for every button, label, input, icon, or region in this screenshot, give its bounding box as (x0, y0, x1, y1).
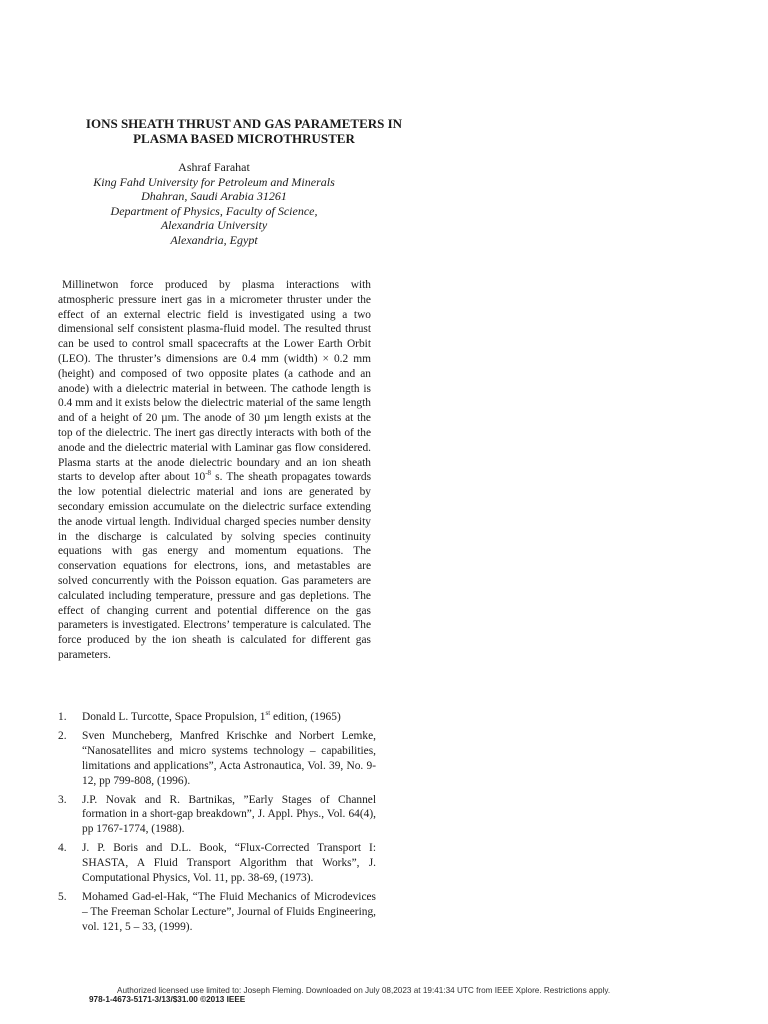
reference-text-tail: edition, (1965) (270, 711, 341, 723)
affiliation-line-3: Department of Physics, Faculty of Science, (110, 203, 318, 218)
reference-item (58, 729, 376, 789)
abstract-paragraph (58, 278, 371, 663)
affiliation-line-2: Dhahran, Saudi Arabia 31261 (141, 189, 287, 204)
isbn-footer: 978-1-4673-5171-3/13/$31.00 ©2013 IEEE (89, 995, 246, 1004)
affiliation-line-4: Alexandria University (160, 218, 268, 233)
affiliation-line-5: Alexandria, Egypt (170, 232, 258, 247)
reference-number: 1. (58, 711, 67, 723)
paper-title-line-1: IONS SHEATH THRUST AND GAS PARAMETERS IN (85, 116, 403, 131)
reference-number: 2. (58, 729, 67, 742)
paper-title (60, 116, 428, 146)
reference-number: 4. (58, 842, 67, 855)
reference-list (58, 710, 376, 939)
reference-text: Donald L. Turcotte, Space Propulsion, 1 (82, 711, 266, 723)
reference-text: Mohamed Gad-el-Hak, “The Fluid Mechanics of Microdevices – The Freeman Scholar Lecture”, Journal of Fluids Engineering, vol. 121, 5 – 33, (1999). (82, 890, 376, 933)
reference-number: 5. (58, 890, 67, 903)
affiliation-line-1: King Fahd University for Petroleum and Minerals (93, 174, 335, 189)
reference-item (58, 710, 376, 725)
reference-text: J. P. Boris and D.L. Book, “Flux-Corrected Transport I: SHASTA, A Fluid Transport Algorithm that Works”, J. Computational Physics, Vol. 11, pp. 38-69, (1973). (82, 842, 376, 885)
license-footer: Authorized licensed use limited to: Joseph Fleming. Downloaded on July 08,2023 at 19:41:34 UTC from IEEE Xplore. Restrictions apply. (117, 986, 611, 995)
reference-text: J.P. Novak and R. Bartnikas, ”Early Stages of Channel formation in a short-gap breakdown”, J. Appl. Phys., Vol. 64(4), pp 1767-1774, (1988). (82, 793, 376, 836)
reference-number: 3. (58, 793, 67, 806)
reference-item (58, 841, 376, 886)
reference-item (58, 793, 376, 838)
reference-text: Sven Muncheberg, Manfred Krischke and Norbert Lemke, “Nanosatellites and micro systems technology – capabilities, limitations and applications”, Acta Astronautica, Vol. 39, No. 9-12, pp 799-808, (1996). (82, 729, 376, 787)
author-name: Ashraf Farahat (178, 160, 250, 174)
abstract-exponent: -8 (205, 469, 212, 478)
abstract-text-part-1: Millinetwon force produced by plasma interactions with atmospheric pressure inert gas in a micrometer thruster under the effect of an external electric field is investigated using a two dimensional self consistent plasma-fluid model. The resulted thrust can be used to control small spacecrafts at the Lower Earth Orbit (LEO). The thruster’s dimensions are 0.4 mm (width) × 0.2 mm (height) and composed of two opposite plates (a cathode and an anode) with a dielectric material in between. The cathode length is 0.4 mm and it exists below the dielectric material of the same length and of a height of 20 µm. The anode of 30 µm length exists at the top of the dielectric. The inert gas directly interacts with both of the anode and the dielectric material with Laminar gas flow considered. Plasma starts at the anode dielectric boundary and an ion sheath starts to develop after about 10 (58, 279, 371, 484)
paper-title-line-2: PLASMA BASED MICROTHRUSTER (133, 131, 355, 146)
abstract-text-part-2: s. The sheath propagates towards the low potential dielectric material and ions are generated by secondary emission accumulate on the dielectric surface extending the anode virtual length. Individual charged species number density in the discharge is calculated by solving species continuity equations with gas energy and momentum equations. The conservation equations for electrons, ions, and metastables are solved concurrently with the Poisson equation. Gas parameters are calculated including temperature, pressure and gas depletions. The effect of changing current and potential difference on the gas parameters is investigated. Electrons’ temperature is calculated. The force produced by the ion sheath is calculated for different gas parameters. (58, 471, 371, 661)
reference-item (58, 890, 376, 935)
reference-superscript: st (265, 709, 271, 717)
author-block (60, 160, 368, 248)
